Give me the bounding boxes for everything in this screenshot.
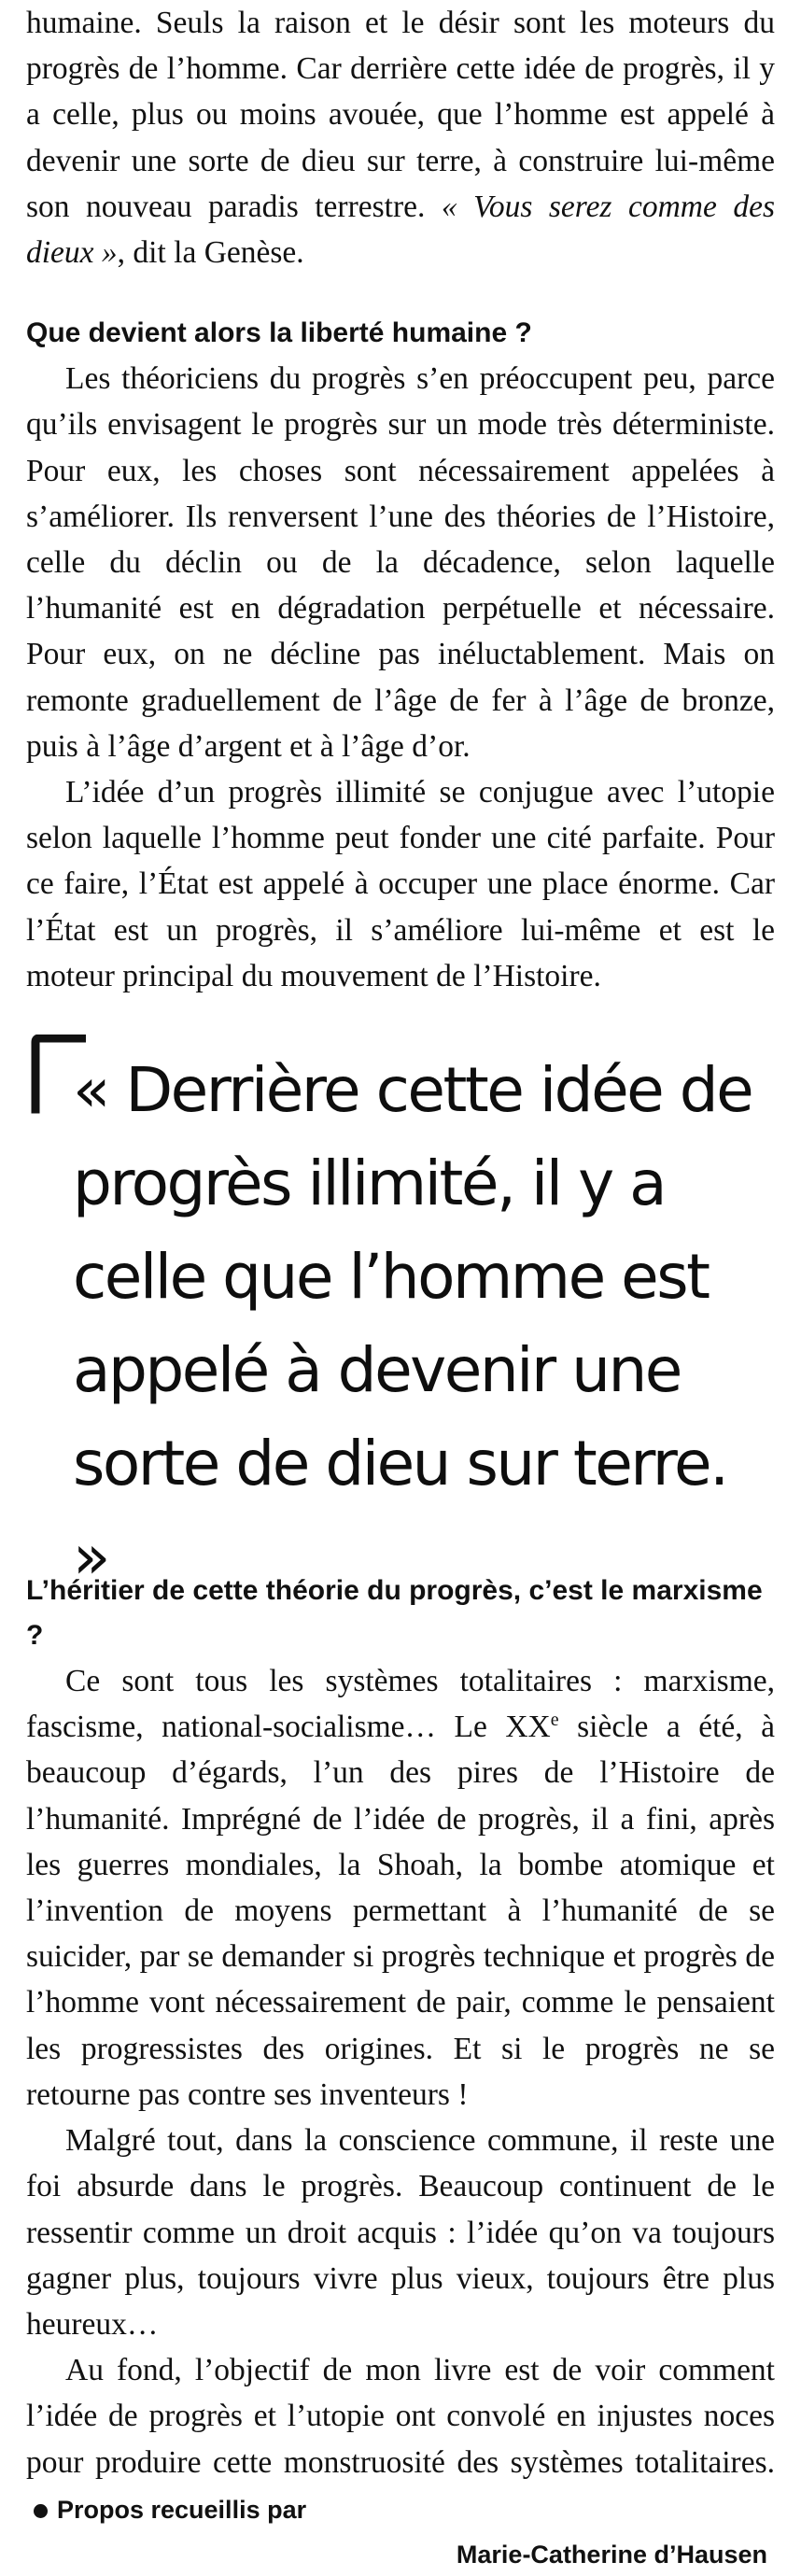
pull-quote-text: « Derrière cette idée de progrès illimité, il y a celle que l’homme est appelé à devenir une sorte de dieu sur terre. » <box>73 1054 752 1594</box>
answer-paragraph-1: Les théoriciens du progrès s’en préoccupent peu, parce qu’ils envisagent le progrès sur un mode très déterministe. Pour eux, les choses sont nécessairement appelées à s’améliorer. Ils renversent l’une des théories de l’Histoire, celle du déclin ou de la décadence, selon laquelle l’humanité est en dégradation perpétuelle et nécessaire. Pour eux, on ne décline pas inéluctablement. Mais on remonte graduellement de l’âge de fer à l’âge de bronze, puis à l’âge d’argent et à l’âge d’or. <box>26 361 775 764</box>
answer-paragraph-4: Malgré tout, dans la conscience commune, il reste une foi absurde dans le progrès. Beaucoup continuent de le ressentir comme un droit acquis : l’idée qu’on va toujours gagner plus, toujours vivre plus vieux, toujours être plus heureux… <box>26 2123 775 2342</box>
intro-text: humaine. Seuls la raison et le désir sont les moteurs du progrès de l’homme. Car derrière cette idée de progrès, il y a celle, plus ou moins avouée, que l’homme est appelé à devenir une sorte de dieu sur terre, à construire lui-même son nouveau paradis terrestre. <box>26 6 775 224</box>
answer-text: Ce sont tous les systèmes totalitaires : marxisme, fascisme, national-socialisme… Le XX <box>26 1664 775 1745</box>
genesis-quote: « Vous serez comme des dieux » <box>26 189 775 271</box>
answer-text-cont: siècle a été, à beaucoup d’égards, l’un des pires de l’Histoire de l’humanité. Imprégné de l’idée de progrès, il a fini, après les guerres mondiales, la Shoah, la bombe atomique et l’invention de moyens permettant à l’humanité de se suicider, par se demander si progrès technique et progrès de l’homme vont nécessairement de pair, comme le pensaient les progressistes des origines. Et si le progrès ne se retourne pas contre ses inventeurs ! <box>26 1710 775 2112</box>
article-column <box>26 0 775 2576</box>
quote-bracket-icon <box>30 1035 86 1117</box>
interview-question-2: L’héritier de cette théorie du progrès, c’est le marxisme ? <box>26 1575 763 1652</box>
answer-paragraph-5 <box>26 2347 775 2533</box>
answer-paragraph-3 <box>26 1658 775 2118</box>
credit-label: Propos recueillis par <box>57 2495 307 2524</box>
pull-quote <box>26 1035 775 1594</box>
end-bullet-icon <box>34 2504 48 2518</box>
intro-text-end: , dit la Genèse. <box>117 235 304 271</box>
century-superscript: e <box>550 1710 559 1731</box>
credit-author: Marie-Catherine d’Hausen <box>456 2540 767 2569</box>
answer-paragraph-2: L’idée d’un progrès illimité se conjugue avec l’utopie selon laquelle l’homme peut fonder une cité parfaite. Pour ce faire, l’État est appelé à occuper une place énorme. Car l’État est un progrès, il s’améliore lui-même et est le moteur principal du mouvement de l’Histoire. <box>26 775 775 993</box>
final-answer-text: Au fond, l’objectif de mon livre est de voir comment l’idée de progrès et l’utopie ont convolé en injustes noces pour produire cette monstruosité des systèmes totalitaires. <box>26 2353 775 2480</box>
interview-question-1: Que devient alors la liberté humaine ? <box>26 317 532 349</box>
intro-paragraph <box>26 0 775 275</box>
